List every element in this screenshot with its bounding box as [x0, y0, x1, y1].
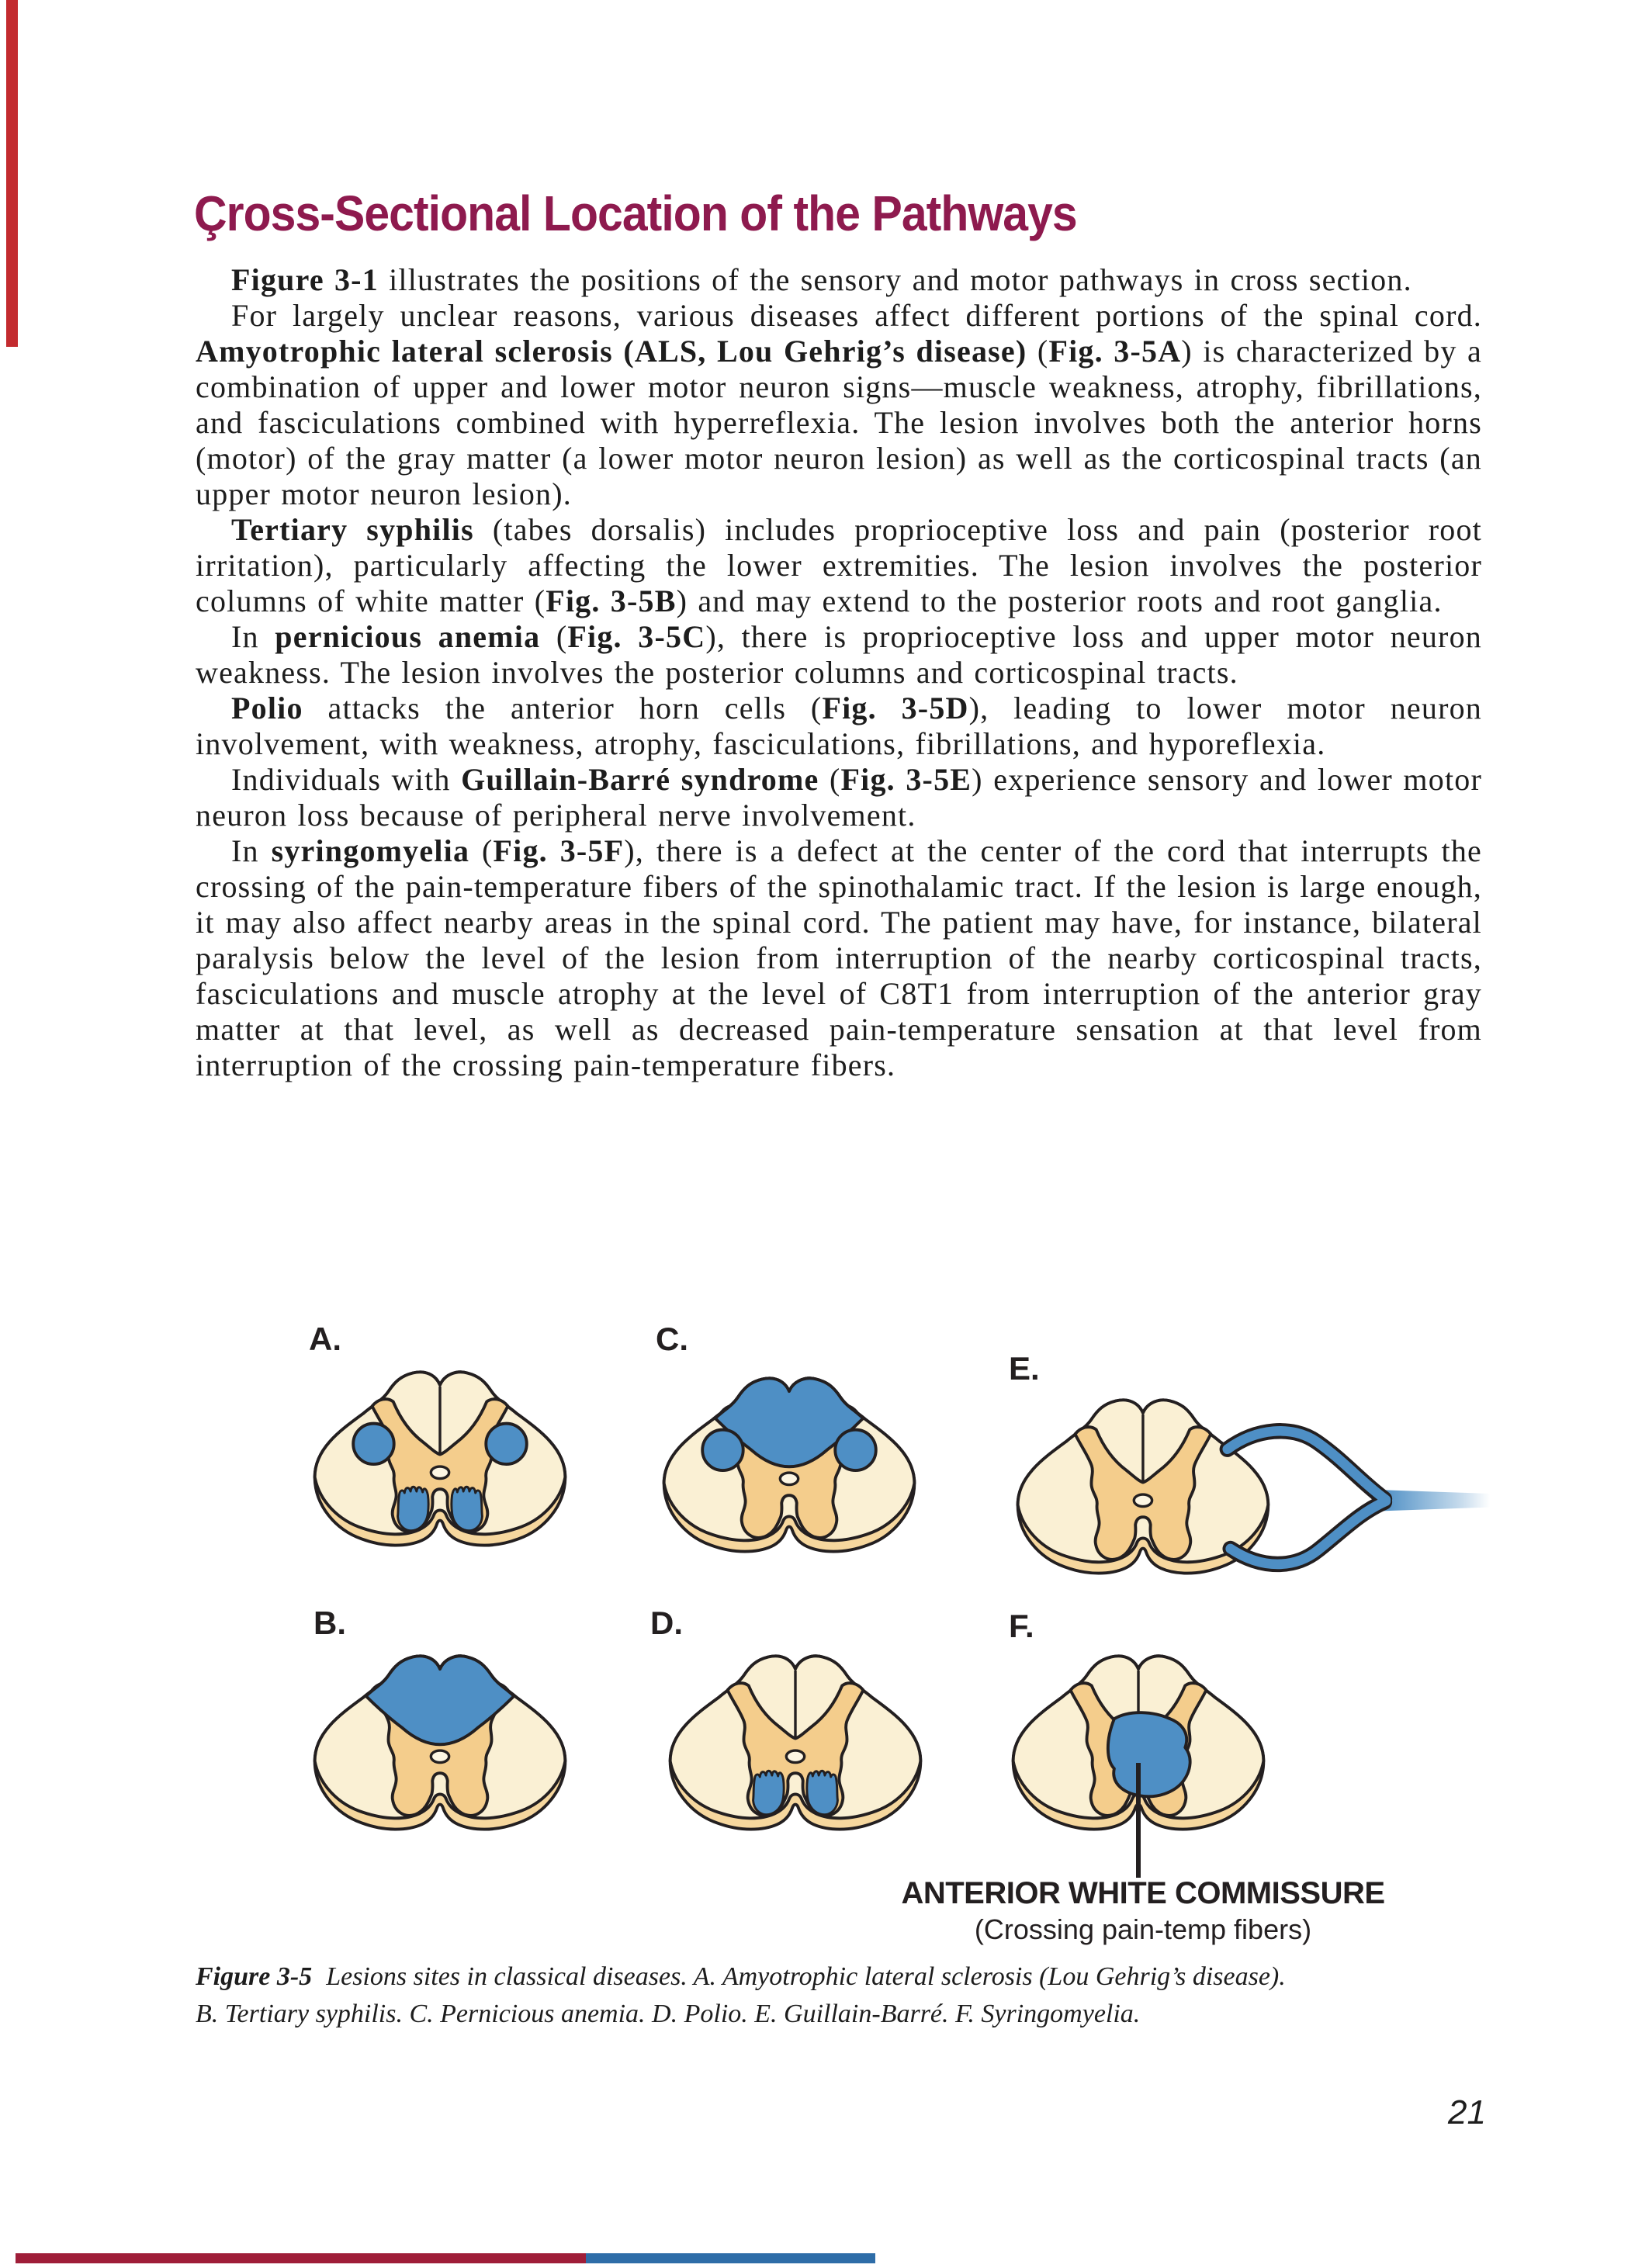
figure-caption-number: Figure 3-5: [196, 1962, 313, 1991]
diagram-label-b: B.: [313, 1605, 346, 1641]
paragraph: In syringomyelia (Fig. 3-5F), there is a defect at the center of the cord that interrupts the crossing of the pain-temperature fibers of the spinothalamic tract. If the lesion is large enough, it may also affect nearby areas in the spinal cord. The patient may have, for instance, bilateral paralysis below the level of the lesion from interruption of the nearby corticospinal tracts, fasciculations and muscle atrophy at the level of C8T1 from interruption of the anterior gray matter at that level, as well as decreased pain-temperature sensation at that level from interruption of the crossing pain-temperature fibers.: [196, 833, 1482, 1082]
figure-annotation: [833, 1875, 1453, 1948]
diagram-b-tertiary-syphilis: [304, 1643, 576, 1832]
diagram-c-pernicious-anemia: [653, 1366, 925, 1554]
paragraph: Tertiary syphilis (tabes dorsalis) includes proprioceptive loss and pain (posterior root irritation), particularly affecting the lower extremities. The lesion involves the posterior columns of white matter (Fig. 3-5B) and may extend to the posterior roots and root ganglia.: [196, 512, 1482, 618]
leader-line: [1136, 1763, 1141, 1878]
paragraph: In pernicious anemia (Fig. 3-5C), there is proprioceptive loss and upper motor neuron weakness. The lesion involves the posterior columns and corticospinal tracts.: [196, 619, 1482, 690]
diagram-a-als: [304, 1359, 576, 1548]
figure-caption: [196, 1958, 1499, 2033]
annotation-line2: (Crossing pain-temp fibers): [974, 1913, 1312, 1945]
diagram-d-polio: [660, 1643, 931, 1832]
spinal-cord-section-a: [304, 1359, 576, 1548]
paragraph: Individuals with Guillain-Barré syndrome (Fig. 3-5E) experience sensory and lower motor neuron loss because of peripheral nerve involvement.: [196, 762, 1482, 833]
spinal-cord-section-e: [1007, 1387, 1490, 1576]
diagram-e-guillain-barre: [1007, 1387, 1490, 1576]
page-number: 21: [1448, 2093, 1486, 2131]
spinal-cord-section-c: [653, 1366, 925, 1554]
spinal-cord-section-b: [304, 1643, 576, 1832]
figure-caption-line1: Lesions sites in classical diseases. A. Amyotrophic lateral sclerosis (Lou Gehrig’s disease).: [326, 1962, 1286, 1991]
spinal-cord-section-d: [660, 1643, 931, 1832]
page-edge-blue-bar: [586, 2253, 875, 2263]
paragraph: Polio attacks the anterior horn cells (Fig. 3-5D), leading to lower motor neuron involvement, with weakness, atrophy, fasciculations, fibrillations, and hyporeflexia.: [196, 691, 1482, 761]
page-edge-maroon-bar: [16, 2253, 586, 2263]
paragraph: Figure 3-1 illustrates the positions of the sensory and motor pathways in cross section.: [231, 262, 1412, 297]
diagram-label-c: C.: [656, 1321, 688, 1357]
diagram-label-f: F.: [1009, 1608, 1034, 1644]
page-edge-red-stripe: [6, 0, 18, 347]
figure-caption-line2: B. Tertiary syphilis. C. Pernicious anemia. D. Polio. E. Guillain-Barré. F. Syringomyelia.: [196, 2000, 1141, 2028]
section-title: Çross-Sectional Location of the Pathways: [194, 185, 1077, 241]
diagram-label-a: A.: [309, 1321, 341, 1357]
body-text: [196, 262, 1482, 1083]
paragraph: For largely unclear reasons, various diseases affect different portions of the spinal cord. Amyotrophic lateral sclerosis (ALS, Lou Gehrig’s disease) (Fig. 3-5A) is characterized by a combination of upper and lower motor neuron signs—muscle weakness, atrophy, fibrillations, and fasciculations combined with hyperreflexia. The lesion involves both the anterior horns (motor) of the gray matter (a lower motor neuron lesion) as well as the corticospinal tracts (an upper motor neuron lesion).: [196, 298, 1482, 511]
diagram-label-e: E.: [1009, 1350, 1040, 1387]
diagram-label-d: D.: [650, 1605, 683, 1641]
annotation-line1: ANTERIOR WHITE COMMISSURE: [901, 1876, 1385, 1910]
